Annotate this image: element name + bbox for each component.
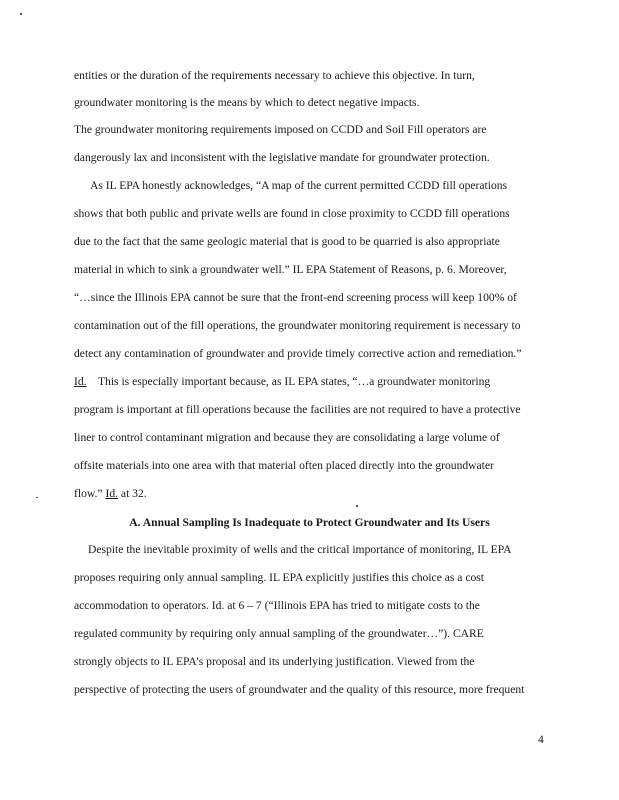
body-line-text: at 32. bbox=[120, 487, 147, 500]
scan-speck bbox=[20, 13, 22, 15]
citation-id: Id. bbox=[105, 487, 119, 500]
body-line: groundwater monitoring is the means by which to detect negative impacts. bbox=[74, 96, 420, 109]
body-line: entities or the duration of the requirements necessary to achieve this objective. In turn, bbox=[74, 69, 475, 82]
body-line: The groundwater monitoring requirements imposed on CCDD and Soil Fill operators are bbox=[74, 123, 487, 136]
body-line: program is important at fill operations because the facilities are not required to have a protective bbox=[74, 403, 521, 416]
body-line: dangerously lax and inconsistent with the legislative mandate for groundwater protection. bbox=[74, 151, 490, 164]
body-line: due to the fact that the same geologic material that is good to be quarried is also appropriate bbox=[74, 235, 500, 248]
page-number: 4 bbox=[538, 733, 544, 746]
body-line: proposes requiring only annual sampling. IL EPA explicitly justifies this choice as a cost bbox=[74, 571, 485, 584]
body-line: regulated community by requiring only annual sampling of the groundwater…”). CARE bbox=[74, 627, 484, 640]
scan-speck bbox=[36, 497, 38, 498]
body-line: shows that both public and private wells are found in close proximity to CCDD fill operations bbox=[74, 207, 510, 220]
body-line-with-citation bbox=[74, 487, 147, 501]
body-line: material in which to sink a groundwater well.” IL EPA Statement of Reasons, p. 6. Moreover, bbox=[74, 263, 507, 276]
body-line: As IL EPA honestly acknowledges, “A map of the current permitted CCDD fill operations bbox=[90, 179, 508, 192]
body-line: offsite materials into one area with that material often placed directly into the groundwater bbox=[74, 459, 494, 472]
body-line-text: This is especially important because, as IL EPA states, “…a groundwater monitoring bbox=[97, 375, 491, 388]
body-line: contamination out of the fill operations, the groundwater monitoring requirement is necessary to bbox=[74, 319, 521, 332]
body-line: perspective of protecting the users of groundwater and the quality of this resource, more frequent bbox=[74, 683, 525, 696]
section-heading: A. Annual Sampling Is Inadequate to Protect Groundwater and Its Users bbox=[129, 516, 490, 529]
body-line-with-citation bbox=[74, 375, 490, 389]
scan-speck bbox=[356, 505, 358, 507]
body-line: detect any contamination of groundwater and provide timely corrective action and remediation.” bbox=[74, 347, 522, 360]
body-line: strongly objects to IL EPA’s proposal and its underlying justification. Viewed from the bbox=[74, 655, 475, 668]
body-line: Despite the inevitable proximity of wells and the critical importance of monitoring, IL EPA bbox=[88, 543, 512, 556]
body-line: liner to control contaminant migration and because they are consolidating a large volume of bbox=[74, 431, 500, 444]
body-line: “…since the Illinois EPA cannot be sure that the front-end screening process will keep 100% of bbox=[74, 291, 517, 304]
citation-id: Id. bbox=[74, 375, 87, 388]
body-line: accommodation to operators. Id. at 6 – 7 (“Illinois EPA has tried to mitigate costs to the bbox=[74, 599, 480, 612]
body-line-text: flow.” bbox=[74, 487, 103, 500]
